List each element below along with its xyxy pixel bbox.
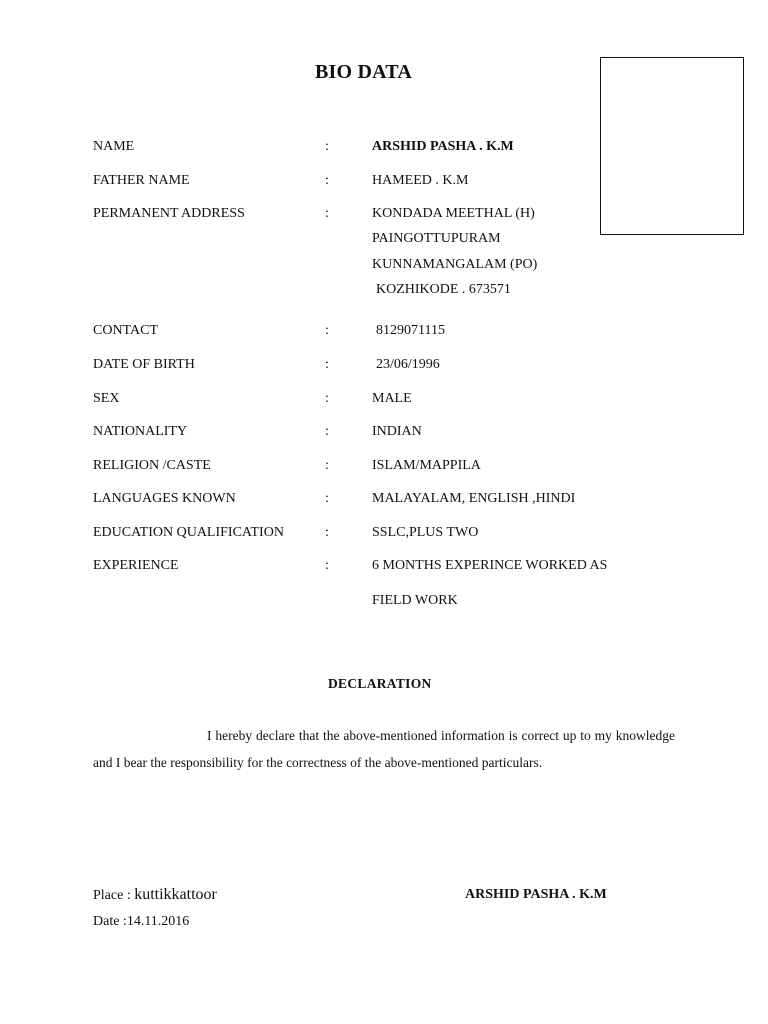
- field-label: LANGUAGES KNOWN: [93, 491, 236, 506]
- field-label: SEX: [93, 391, 120, 406]
- field-separator: :: [325, 491, 329, 506]
- place-value: kuttikkattoor: [134, 886, 217, 903]
- place-label: Place :: [93, 888, 131, 903]
- date-value: 14.11.2016: [126, 914, 190, 929]
- field-separator: :: [325, 391, 329, 406]
- field-value: KONDADA MEETHAL (H): [372, 206, 535, 221]
- field-value: MALE: [372, 391, 412, 406]
- field-label: NATIONALITY: [93, 424, 188, 439]
- address-line: KOZHIKODE . 673571: [376, 282, 511, 297]
- experience-line: FIELD WORK: [372, 593, 458, 608]
- field-value: 8129071115: [376, 323, 445, 338]
- date-line: [93, 914, 189, 930]
- address-line: PAINGOTTUPURAM: [372, 231, 501, 246]
- field-separator: :: [325, 558, 329, 573]
- address-line: KUNNAMANGALAM (PO): [372, 257, 538, 272]
- field-separator: :: [325, 357, 329, 372]
- field-value: SSLC,PLUS TWO: [372, 525, 479, 540]
- declaration-text: I hereby declare that the above-mentioned information is correct up to my knowledge and I bear the responsibility for the correctness of the above-mentioned particulars.: [93, 728, 675, 770]
- field-separator: :: [325, 458, 329, 473]
- field-value: 6 MONTHS EXPERINCE WORKED AS: [372, 558, 608, 573]
- field-label: PERMANENT ADDRESS: [93, 206, 245, 221]
- field-label: FATHER NAME: [93, 173, 190, 188]
- signature-name: ARSHID PASHA . K.M: [465, 887, 607, 902]
- page-title: BIO DATA: [315, 61, 412, 83]
- date-label: Date :: [93, 914, 127, 929]
- field-separator: :: [325, 206, 329, 221]
- field-separator: :: [325, 139, 329, 154]
- field-value: ISLAM/MAPPILA: [372, 458, 481, 473]
- field-label: NAME: [93, 139, 135, 154]
- place-line: [93, 886, 217, 904]
- field-separator: :: [325, 424, 329, 439]
- declaration-title: DECLARATION: [328, 676, 432, 691]
- field-separator: :: [325, 173, 329, 188]
- field-label: CONTACT: [93, 323, 158, 338]
- field-value: 23/06/1996: [376, 357, 440, 372]
- field-value: HAMEED . K.M: [372, 173, 469, 188]
- photo-placeholder-box: [600, 57, 744, 235]
- field-label: EXPERIENCE: [93, 558, 179, 573]
- field-value: MALAYALAM, ENGLISH ,HINDI: [372, 491, 576, 506]
- field-label: RELIGION /CASTE: [93, 458, 211, 473]
- field-value: ARSHID PASHA . K.M: [372, 139, 514, 154]
- field-separator: :: [325, 525, 329, 540]
- field-label: DATE OF BIRTH: [93, 357, 195, 372]
- field-value: INDIAN: [372, 424, 422, 439]
- field-separator: :: [325, 323, 329, 338]
- field-label: EDUCATION QUALIFICATION: [93, 525, 284, 540]
